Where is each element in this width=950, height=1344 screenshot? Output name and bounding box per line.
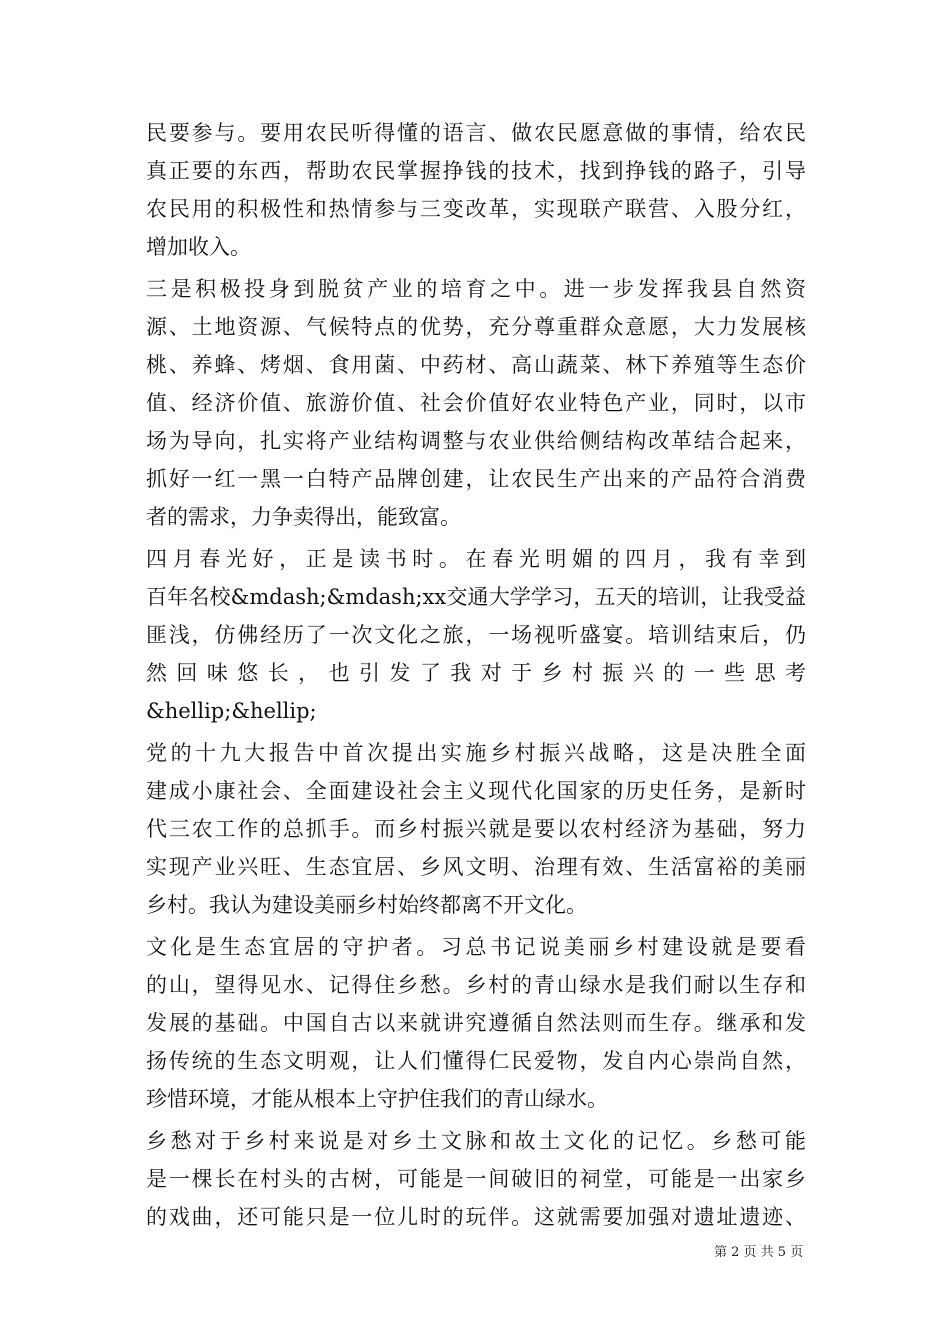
paragraph-line: 珍惜环境，才能从根本上守护住我们的青山绿水。 xyxy=(146,1087,608,1111)
paragraph-line: 的戏曲，还可能只是一位儿时的玩伴。这就需要加强对遗址遗迹、 xyxy=(146,1205,806,1229)
page-number: 第 2 页 共 5 页 xyxy=(714,1245,804,1260)
paragraph-line: 建成小康社会、全面建设社会主义现代化国家的历史任务，是新时 xyxy=(146,779,806,803)
paragraph-line: 党的十九大报告中首次提出实施乡村振兴战略，这是决胜全面 xyxy=(146,741,806,765)
paragraph-line: 民要参与。要用农民听得懂的语言、做农民愿意做的事情，给农民 xyxy=(146,121,806,145)
paragraph-line: 实现产业兴旺、生态宜居、乡风文明、治理有效、生活富裕的美丽 xyxy=(146,855,806,879)
paragraph-line: 农民用的积极性和热情参与三变改革，实现联产联营、入股分红， xyxy=(146,197,806,221)
paragraph-line: 场为导向，扎实将产业结构调整与农业供给侧结构改革结合起来， xyxy=(146,429,806,453)
paragraph-line: 代三农工作的总抓手。而乡村振兴就是要以农村经济为基础，努力 xyxy=(146,817,806,841)
paragraph-line: 然回味悠长，也引发了我对于乡村振兴的一些思考 xyxy=(146,661,806,685)
paragraph-line: 百年名校&mdash;&mdash;xx交通大学学习，五天的培训，让我受益 xyxy=(146,585,806,609)
document-body xyxy=(146,114,806,1236)
paragraph xyxy=(146,928,806,1118)
paragraph-line: 三是积极投身到脱贫产业的培育之中。进一步发挥我县自然资 xyxy=(146,277,806,301)
paragraph-line: 源、土地资源、气候特点的优势，充分尊重群众意愿，大力发展核 xyxy=(146,315,806,339)
paragraph-line: 扬传统的生态文明观，让人们懂得仁民爱物，发自内心崇尚自然， xyxy=(146,1049,806,1073)
paragraph-line: 发展的基础。中国自古以来就讲究遵循自然法则而生存。继承和发 xyxy=(146,1011,806,1035)
paragraph xyxy=(146,114,806,266)
paragraph-line: 乡村。我认为建设美丽乡村始终都离不开文化。 xyxy=(146,893,587,917)
paragraph-line: &hellip;&hellip; xyxy=(146,699,317,723)
paragraph xyxy=(146,540,806,730)
paragraph-line: 匪浅，仿佛经历了一次文化之旅，一场视听盛宴。培训结束后，仍 xyxy=(146,623,806,647)
paragraph-line: 文化是生态宜居的守护者。习总书记说美丽乡村建设就是要看 xyxy=(146,935,806,959)
paragraph-line: 抓好一红一黑一白特产品牌创建，让农民生产出来的产品符合消费 xyxy=(146,467,806,491)
paragraph-line: 的山，望得见水、记得住乡愁。乡村的青山绿水是我们耐以生存和 xyxy=(146,973,806,997)
paragraph-line: 真正要的东西，帮助农民掌握挣钱的技术，找到挣钱的路子，引导 xyxy=(146,159,806,183)
paragraph-line: 乡愁对于乡村来说是对乡土文脉和故土文化的记忆。乡愁可能 xyxy=(146,1129,806,1153)
paragraph xyxy=(146,734,806,924)
paragraph xyxy=(146,270,806,536)
paragraph-line: 四月春光好，正是读书时。在春光明媚的四月，我有幸到 xyxy=(146,547,806,571)
paragraph-line: 增加收入。 xyxy=(146,235,251,259)
paragraph xyxy=(146,1122,806,1236)
paragraph-line: 者的需求，力争卖得出，能致富。 xyxy=(146,505,461,529)
paragraph-line: 是一棵长在村头的古树，可能是一间破旧的祠堂，可能是一出家乡 xyxy=(146,1167,806,1191)
paragraph-line: 桃、养蜂、烤烟、食用菌、中药材、高山蔬菜、林下养殖等生态价 xyxy=(146,353,806,377)
paragraph-line: 值、经济价值、旅游价值、社会价值好农业特色产业，同时，以市 xyxy=(146,391,806,415)
